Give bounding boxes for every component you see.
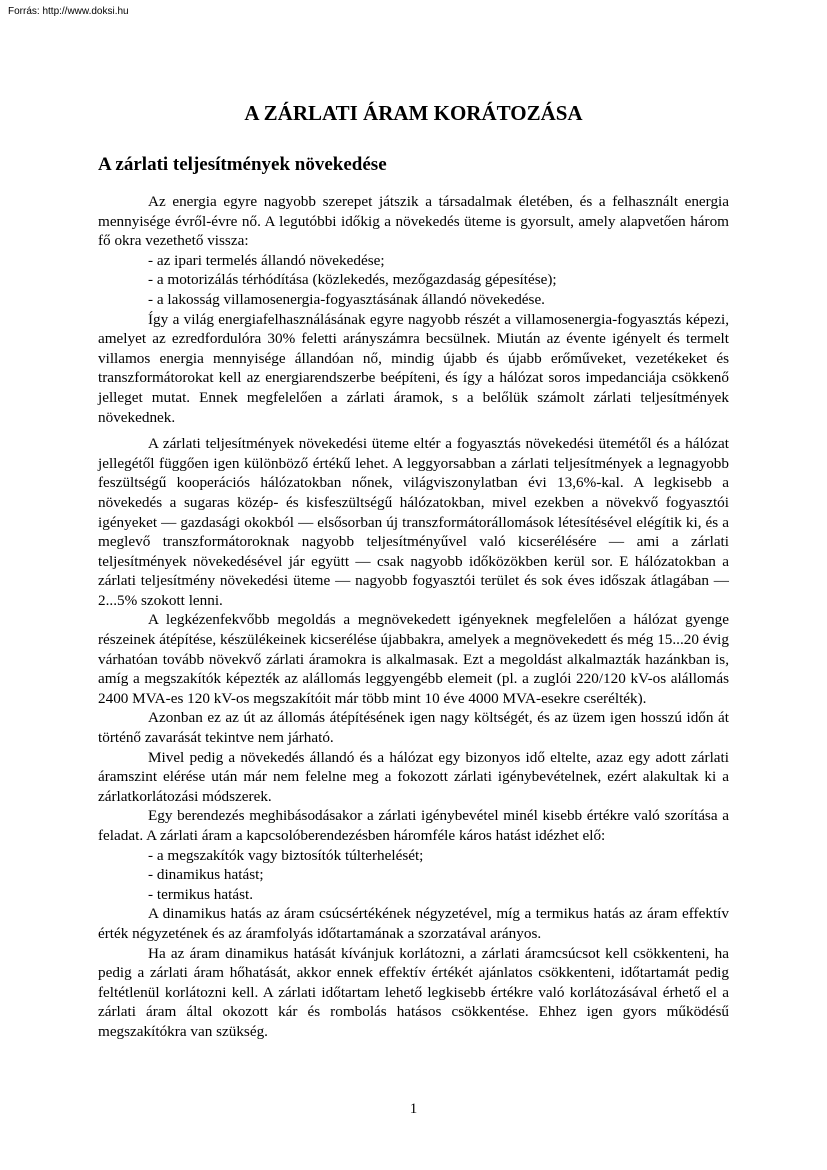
list-item: - a motorizálás térhódítása (közlekedés, mezőgazdaság gépesítése);	[148, 271, 557, 289]
page-title: A ZÁRLATI ÁRAM KORÁTOZÁSA	[244, 101, 583, 125]
list-item: - a megszakítók vagy biztosítók túlterhelését;	[148, 846, 424, 864]
list-item: - termikus hatást.	[148, 885, 254, 903]
list-item: - dinamikus hatást;	[148, 866, 264, 884]
page-number: 1	[409, 1101, 418, 1117]
paragraph: A zárlati teljesítmények növekedési üteme eltér a fogyasztás növekedési ütemétől és a hálózat jellegétől függően igen különböző értékű lehet. A leggyorsabban a zárlati teljesítmények a legnagyobb feszültségű kooperációs hálózatokban nőnek, világviszonylatban évi 13,6%-kal. A legkisebb a növekedés a sugaras közép- és kisfeszültségű hálózatokban, mivel ezekben a növekvő fogyasztói igényeket — gazdasági okokból — elsősorban új transzformátorállomások létesítésével elégítik ki, és a meglevő transzformátoroknak nagyobb teljesítményűvel való kicserélésére — ami a zárlati teljesítmények növekedésével jár együtt — csak nagyobb időközökben kerül sor. E hálózatokban a zárlati teljesítmény növekedési üteme — nagyobb fogyasztói terület és sok éves időszak átlagában — 2...5% szokott lenni.	[98, 435, 729, 609]
list-item: - az ipari termelés állandó növekedése;	[148, 251, 385, 269]
paragraph: A dinamikus hatás az áram csúcsértékének négyzetével, míg a termikus hatás az áram effektív érték négyzetének és az áramfolyás időtartamának a szorzatával arányos.	[98, 905, 729, 942]
paragraph: Így a világ energiafelhasználásának egyre nagyobb részét a villamosenergia-fogyasztás képezi, amelyet az ezredfordulóra 30% feletti arányszámra becsülnek. Miután az évente igényelt és termelt villamos energia mennyisége állandóan nő, mindig újabb és újabb erőműveket, vezetékeket és transzformátorokat kell az energiarendszerbe beépíteni, és így a hálózat soros impedanciája csökkenő jelleget mutat. Ennek megfelelően a zárlati áramok, s a belőlük számolt zárlati teljesítmények növekednek.	[98, 310, 729, 426]
paragraph: Mivel pedig a növekedés állandó és a hálózat egy bizonyos idő eltelte, azaz egy adott zárlati áramszint elérése után már nem felelne meg a fokozott zárlati igénybevételnek, ezért alakultak ki a zárlatkorlátozási módszerek.	[98, 748, 729, 805]
paragraph: A legkézenfekvőbb megoldás a megnövekedett igényeknek megfelelően a hálózat gyenge részeinek átépítése, készülékeinek kicserélése újabbakra, amelyek a megnövekedett és még 15...20 évig várhatóan tovább növekvő zárlati áramokra is alkalmasak. Ezt a megoldást alkalmazták hazánkban is, amíg a megszakítók képezték az alállomás leggyengébb elemeit (pl. a zuglói 220/120 kV-os alállomás 2400 MVA-es 120 kV-os megszakítóit már több mint 10 éve 4000 MVA-esekre cserélték).	[98, 611, 729, 707]
paragraph: Ha az áram dinamikus hatását kívánjuk korlátozni, a zárlati áramcsúcsot kell csökkenteni, ha pedig a zárlati áram hőhatását, akkor ennek effektív értékét ajánlatos csökkenteni, időtartamát pedig feltétlenül korlátozni kell. A zárlati időtartam lehető legkisebb értékre való korlátozásával érhető el a zárlati áram által okozott kár és rombolás hatásos csökkentése. Ehhez igen gyors működésű megszakítókra van szükség.	[98, 944, 729, 1040]
section-heading: A zárlati teljesítmények növekedése	[98, 154, 387, 175]
list-item: - a lakosság villamosenergia-fogyasztásának állandó növekedése.	[148, 290, 545, 308]
paragraph: Egy berendezés meghibásodásakor a zárlati igénybevétel minél kisebb értékre való szorítása a feladat. A zárlati áram a kapcsolóberendezésben háromféle káros hatást idézhet elő:	[98, 807, 729, 844]
paragraph: Az energia egyre nagyobb szerepet játszik a társadalmak életében, és a felhasznált energia mennyisége évről-évre nő. A legutóbbi időkig a növekedés üteme is gyorsult, amely alapvetően három fő okra vezethető vissza:	[98, 193, 729, 250]
paragraph: Azonban ez az út az állomás átépítésének igen nagy költségét, és az üzem igen hosszú időn át történő zavarását tekintve nem járható.	[98, 709, 729, 747]
source-note: Forrás: http://www.doksi.hu	[8, 6, 129, 17]
document-body	[98, 192, 729, 1042]
